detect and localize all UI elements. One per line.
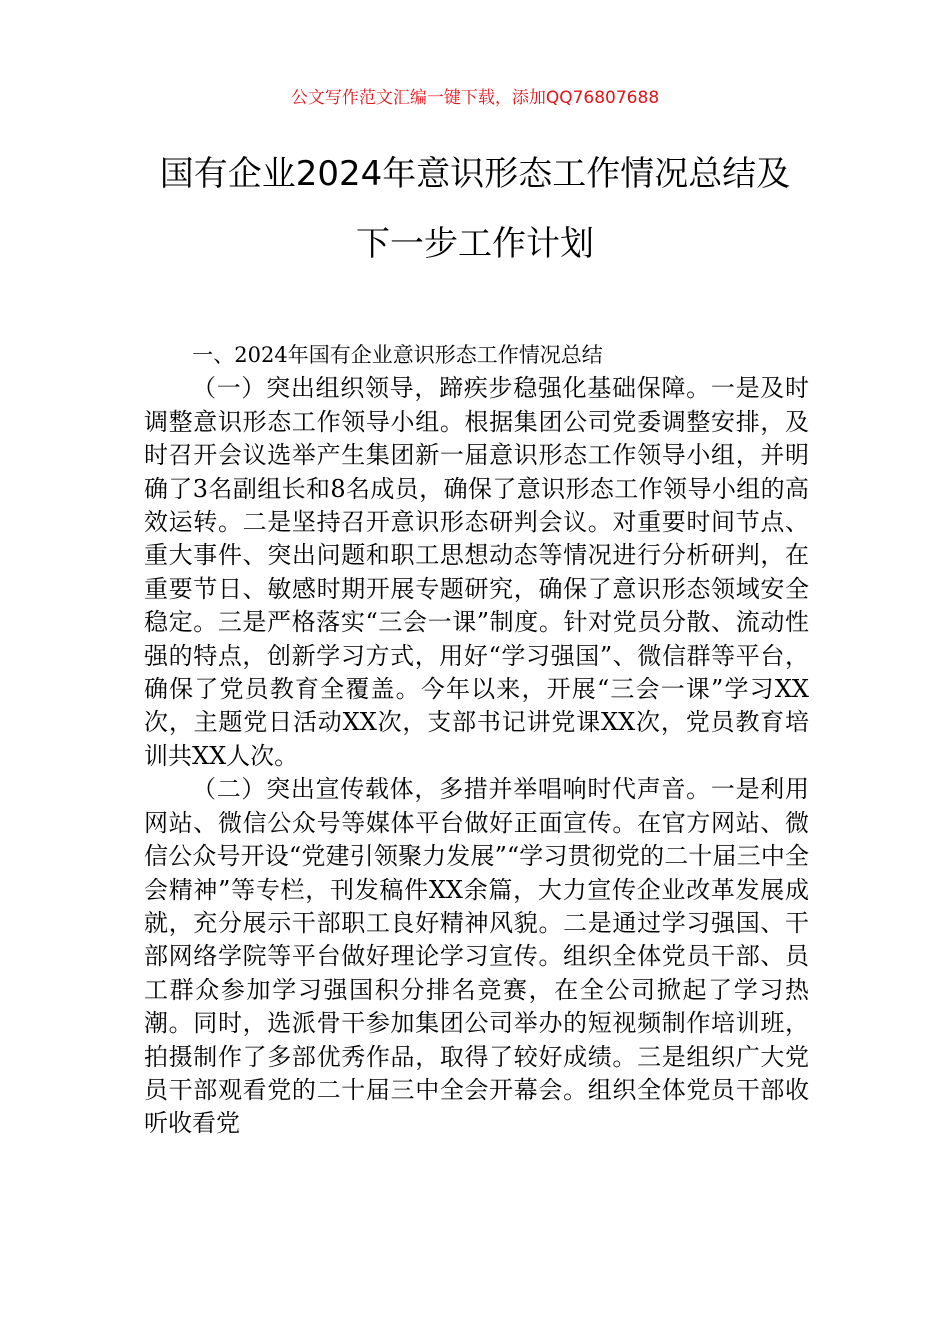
document-title-line-2: 下一步工作计划: [356, 224, 594, 264]
paragraph-1: （一）突出组织领导，蹄疾步稳强化基础保障。一是及时调整意识形态工作领导小组。根据集团公司党委调整安排，及时召开会议选举产生集团新一届意识形态工作领导小组，并明确了3名副组长和8名成员，确保了意识形态工作领导小组的高效运转。二是坚持召开意识形态研判会议。对重要时间节点、重大事件、突出问题和职工思想动态等情况进行分析研判，在重要节日、敏感时期开展专题研究，确保了意识形态领域安全稳定。三是严格落实“三会一课”制度。针对党员分散、流动性强的特点，创新学习方式，用好“学习强国”、微信群等平台，确保了党员教育全覆盖。今年以来，开展“三会一课”学习XX次，主题党日活动XX次，支部书记讲党课XX次，党员教育培训共XX人次。: [144, 374, 809, 770]
document-body: [144, 339, 809, 1141]
section-heading: 一、2024年国有企业意识形态工作情况总结: [192, 343, 603, 367]
document-title-line-1: 国有企业2024年意识形态工作情况总结及: [159, 154, 791, 194]
paragraph-2: （二）突出宣传载体，多措并举唱响时代声音。一是利用网站、微信公众号等媒体平台做好正面宣传。在官方网站、微信公众号开设“党建引领聚力发展”“学习贯彻党的二十届三中全会精神”等专栏，刊发稿件XX余篇，大力宣传企业改革发展成就，充分展示干部职工良好精神风貌。二是通过学习强国、干部网络学院等平台做好理论学习宣传。组织全体党员干部、员工群众参加学习强国积分排名竞赛，在全公司掀起了学习热潮。同时，选派骨干参加集团公司举办的短视频制作培训班，拍摄制作了多部优秀作品，取得了较好成绩。三是组织广大党员干部观看党的二十届三中全会开幕会。组织全体党员干部收听收看党: [144, 775, 809, 1138]
download-notice: 公文写作范文汇编一键下载，添加QQ76807688: [290, 88, 660, 108]
